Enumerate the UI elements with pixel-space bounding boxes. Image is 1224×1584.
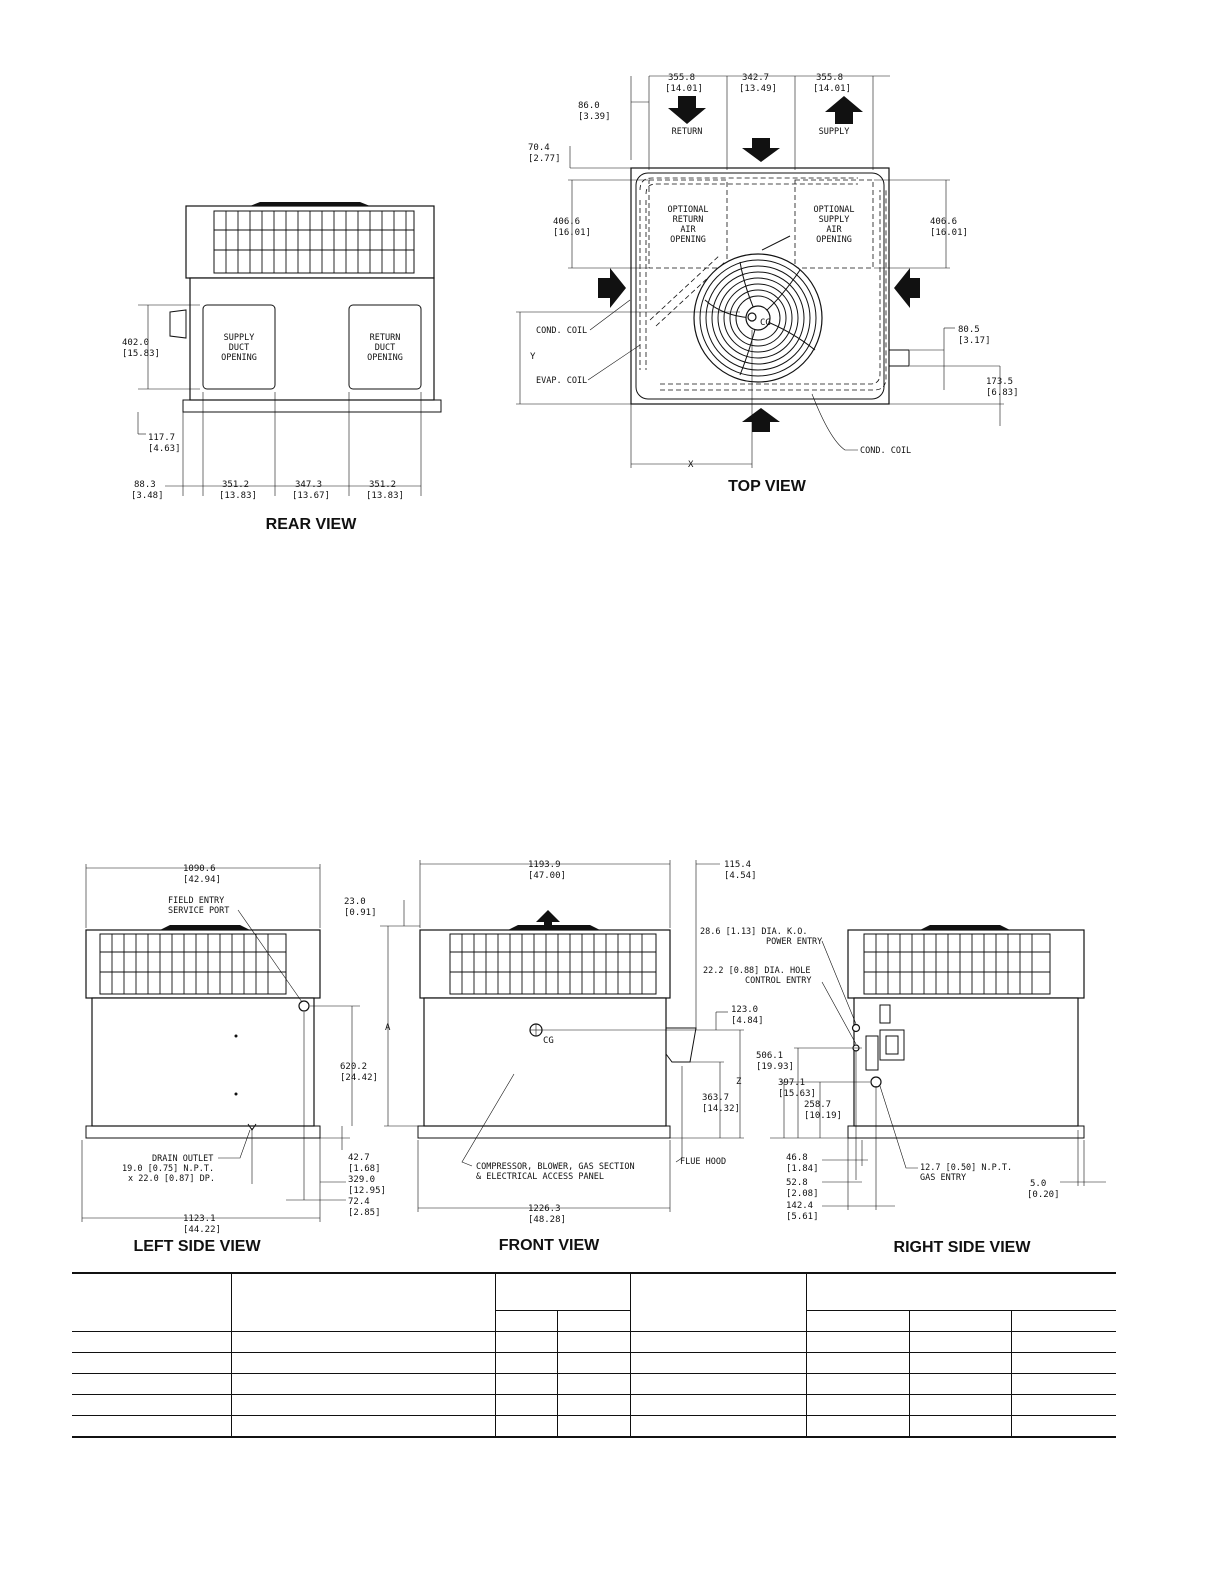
header-cell [630,1273,806,1332]
power-entry-knockout [853,1025,860,1032]
top-dim-406-left: 406.6 [553,217,581,227]
right-airflow-arrow-icon [894,268,920,308]
power-entry-line-1: 28.6 [1.13] DIA. K.O. [700,927,808,937]
table-row [72,1374,1116,1395]
opt-supply-line-3: AIR [826,225,842,235]
front-main-body [424,998,666,1126]
header-cell [72,1273,231,1332]
right-dim-142-in: [5.61] [786,1212,819,1222]
left-dim-620-in: [24.42] [340,1073,378,1083]
right-dim-258: 258.7 [804,1100,832,1110]
return-label: RETURN [671,127,703,137]
supply-label: SUPPLY [818,127,850,137]
front-dim-23-in: [0.91] [344,908,377,918]
evap-coil-label: EVAP. COIL [536,376,588,386]
front-dim-363: 363.7 [702,1093,730,1103]
front-dim-363-in: [14.32] [702,1104,740,1114]
opt-return-line-3: AIR [680,225,696,235]
front-width-bottom: 1226.3 [528,1204,561,1214]
right-dim-397: 397.1 [778,1078,806,1088]
drain-line-1: DRAIN OUTLET [152,1154,214,1164]
table-row [72,1416,1116,1438]
table-row [72,1395,1116,1416]
cond-coil-left-label: COND. COIL [536,326,588,336]
left-dim-42: 42.7 [348,1153,370,1163]
top-flue [889,350,909,366]
top-airflow-arrow-icon [742,138,780,162]
right-dim-52: 52.8 [786,1178,808,1188]
cond-coil-bottom-label: COND. COIL [860,446,912,456]
rear-base-rail [183,400,441,412]
top-dim-86-in: [3.39] [578,112,611,122]
control-entry-line-1: 22.2 [0.88] DIA. HOLE [703,966,811,976]
front-dim-115: 115.4 [724,860,752,870]
top-dim-355b-in: [14.01] [813,84,851,94]
left-width-bottom-in: [44.22] [183,1225,221,1235]
left-main-body [92,998,314,1126]
front-width-bottom-in: [48.28] [528,1215,566,1225]
supply-duct-line-2: DUCT [228,343,250,353]
gas-entry-line-1: 12.7 [0.50] N.P.T. [920,1163,1013,1173]
bottom-airflow-arrow-icon [742,408,780,432]
power-entry-line-2: POWER ENTRY [766,937,823,947]
left-width-bottom: 1123.1 [183,1214,216,1224]
rear-dim-351a: 351.2 [222,480,250,490]
left-dim-329: 329.0 [348,1175,376,1185]
drain-line-3: x 22.0 [0.87] DP. [128,1174,215,1184]
opt-supply-line-1: OPTIONAL [813,205,855,215]
table-row [72,1332,1116,1353]
left-side-view [82,864,386,1255]
flue-hood [666,1028,696,1062]
left-airflow-arrow-icon [598,268,626,308]
top-dim-355a-in: [14.01] [665,84,703,94]
right-main-body [854,998,1078,1126]
top-dim-86: 86.0 [578,101,600,111]
right-dim-506: 506.1 [756,1051,784,1061]
left-dim-72: 72.4 [348,1197,370,1207]
field-entry-line-2: SERVICE PORT [168,906,230,916]
right-dim-397-in: [15.63] [778,1089,816,1099]
rear-dim-88-in: [3.48] [131,491,164,501]
supply-arrow-icon [825,96,863,124]
rear-base-dim: 117.7 [148,433,176,443]
right-side-view-title: RIGHT SIDE VIEW [893,1239,1031,1256]
right-dim-506-in: [19.93] [756,1062,794,1072]
front-top-housing [420,930,670,998]
right-top-housing [848,930,1084,998]
top-dim-70-in: [2.77] [528,154,561,164]
right-dim-5: 5.0 [1030,1179,1047,1189]
rear-view [122,202,441,533]
top-view [516,73,1019,495]
compressor-line-2: & ELECTRICAL ACCESS PANEL [476,1172,604,1182]
top-cg-label: CG [760,318,771,328]
top-dim-355b: 355.8 [816,73,844,83]
front-view-title: FRONT VIEW [498,1237,600,1254]
left-dim-72-in: [2.85] [348,1208,381,1218]
top-dim-80-in: [3.17] [958,336,991,346]
header-cell [806,1273,1116,1311]
right-base-rail [848,1126,1084,1138]
right-dim-46: 46.8 [786,1153,808,1163]
right-dim-258-in: [10.19] [804,1111,842,1121]
left-top-housing [86,930,320,998]
rear-dim-351a-in: [13.83] [219,491,257,501]
front-base-rail [418,1126,670,1138]
drain-line-2: 19.0 [0.75] N.P.T. [122,1164,215,1174]
top-x-label: X [688,460,694,470]
rear-flue [170,310,186,338]
rear-dim-88: 88.3 [134,480,156,490]
rear-dim-351b: 351.2 [369,480,397,490]
front-view [344,860,764,1254]
return-duct-line-2: DUCT [374,343,396,353]
header-cell [495,1273,630,1311]
rear-dim-347-in: [13.67] [292,491,330,501]
field-entry-port [299,1001,309,1011]
return-arrow-icon [668,96,706,124]
top-cg-marker [748,313,756,321]
opt-return-line-4: OPENING [670,235,706,245]
supply-duct-line-3: OPENING [221,353,257,363]
supply-duct-line-1: SUPPLY [223,333,255,343]
return-duct-line-3: OPENING [367,353,403,363]
top-dim-406-left-in: [16.01] [553,228,591,238]
rear-dim-347: 347.3 [295,480,323,490]
right-side-view [700,925,1106,1256]
top-dim-342-in: [13.49] [739,84,777,94]
return-duct-line-1: RETURN [369,333,401,343]
top-dim-342: 342.7 [742,73,770,83]
top-view-title: TOP VIEW [728,478,806,495]
top-dim-406-right: 406.6 [930,217,958,227]
right-dim-142: 142.4 [786,1201,814,1211]
rear-top-cap [250,202,370,206]
top-dim-70: 70.4 [528,143,550,153]
front-a-label: A [385,1023,391,1033]
rear-height-dim-in: [15.83] [122,349,160,359]
front-dim-115-in: [4.54] [724,871,757,881]
right-dim-46-in: [1.84] [786,1164,819,1174]
opt-return-line-1: OPTIONAL [667,205,709,215]
top-dim-80: 80.5 [958,325,980,335]
front-dim-23: 23.0 [344,897,366,907]
top-dim-173-in: [6.83] [986,388,1019,398]
gas-entry-port [871,1077,881,1087]
front-cg-label: CG [543,1036,554,1046]
left-dim-620: 620.2 [340,1062,368,1072]
left-dim-329-in: [12.95] [348,1186,386,1196]
top-dim-355a: 355.8 [668,73,696,83]
rear-dim-351b-in: [13.83] [366,491,404,501]
top-y-label: Y [530,352,536,362]
top-dim-173: 173.5 [986,377,1014,387]
opt-return-line-2: RETURN [672,215,704,225]
left-side-view-title: LEFT SIDE VIEW [133,1238,261,1255]
left-width-top-in: [42.94] [183,875,221,885]
opt-supply-line-4: OPENING [816,235,852,245]
spec-table-header [72,1273,1116,1311]
right-dim-5-in: [0.20] [1027,1190,1060,1200]
spec-table [72,1272,1116,1438]
rear-height-dim: 402.0 [122,338,150,348]
top-dim-406-right-in: [16.01] [930,228,968,238]
right-dim-52-in: [2.08] [786,1189,819,1199]
left-base-rail [86,1126,320,1138]
rear-base-dim-in: [4.63] [148,444,181,454]
control-entry-line-2: CONTROL ENTRY [745,976,812,986]
compressor-line-1: COMPRESSOR, BLOWER, GAS SECTION [476,1162,635,1172]
front-dim-123-in: [4.84] [731,1016,764,1026]
table-row [72,1353,1116,1374]
field-entry-line-1: FIELD ENTRY [168,896,225,906]
front-z-label: Z [736,1077,742,1087]
opt-supply-line-2: SUPPLY [818,215,850,225]
left-dim-42-in: [1.68] [348,1164,381,1174]
front-width-top-in: [47.00] [528,871,566,881]
front-dim-123: 123.0 [731,1005,759,1015]
front-width-top: 1193.9 [528,860,561,870]
rear-view-title: REAR VIEW [265,516,357,533]
gas-entry-line-2: GAS ENTRY [920,1173,967,1183]
flue-hood-label: FLUE HOOD [680,1157,727,1167]
left-width-top: 1090.6 [183,864,216,874]
header-cell [231,1273,495,1332]
